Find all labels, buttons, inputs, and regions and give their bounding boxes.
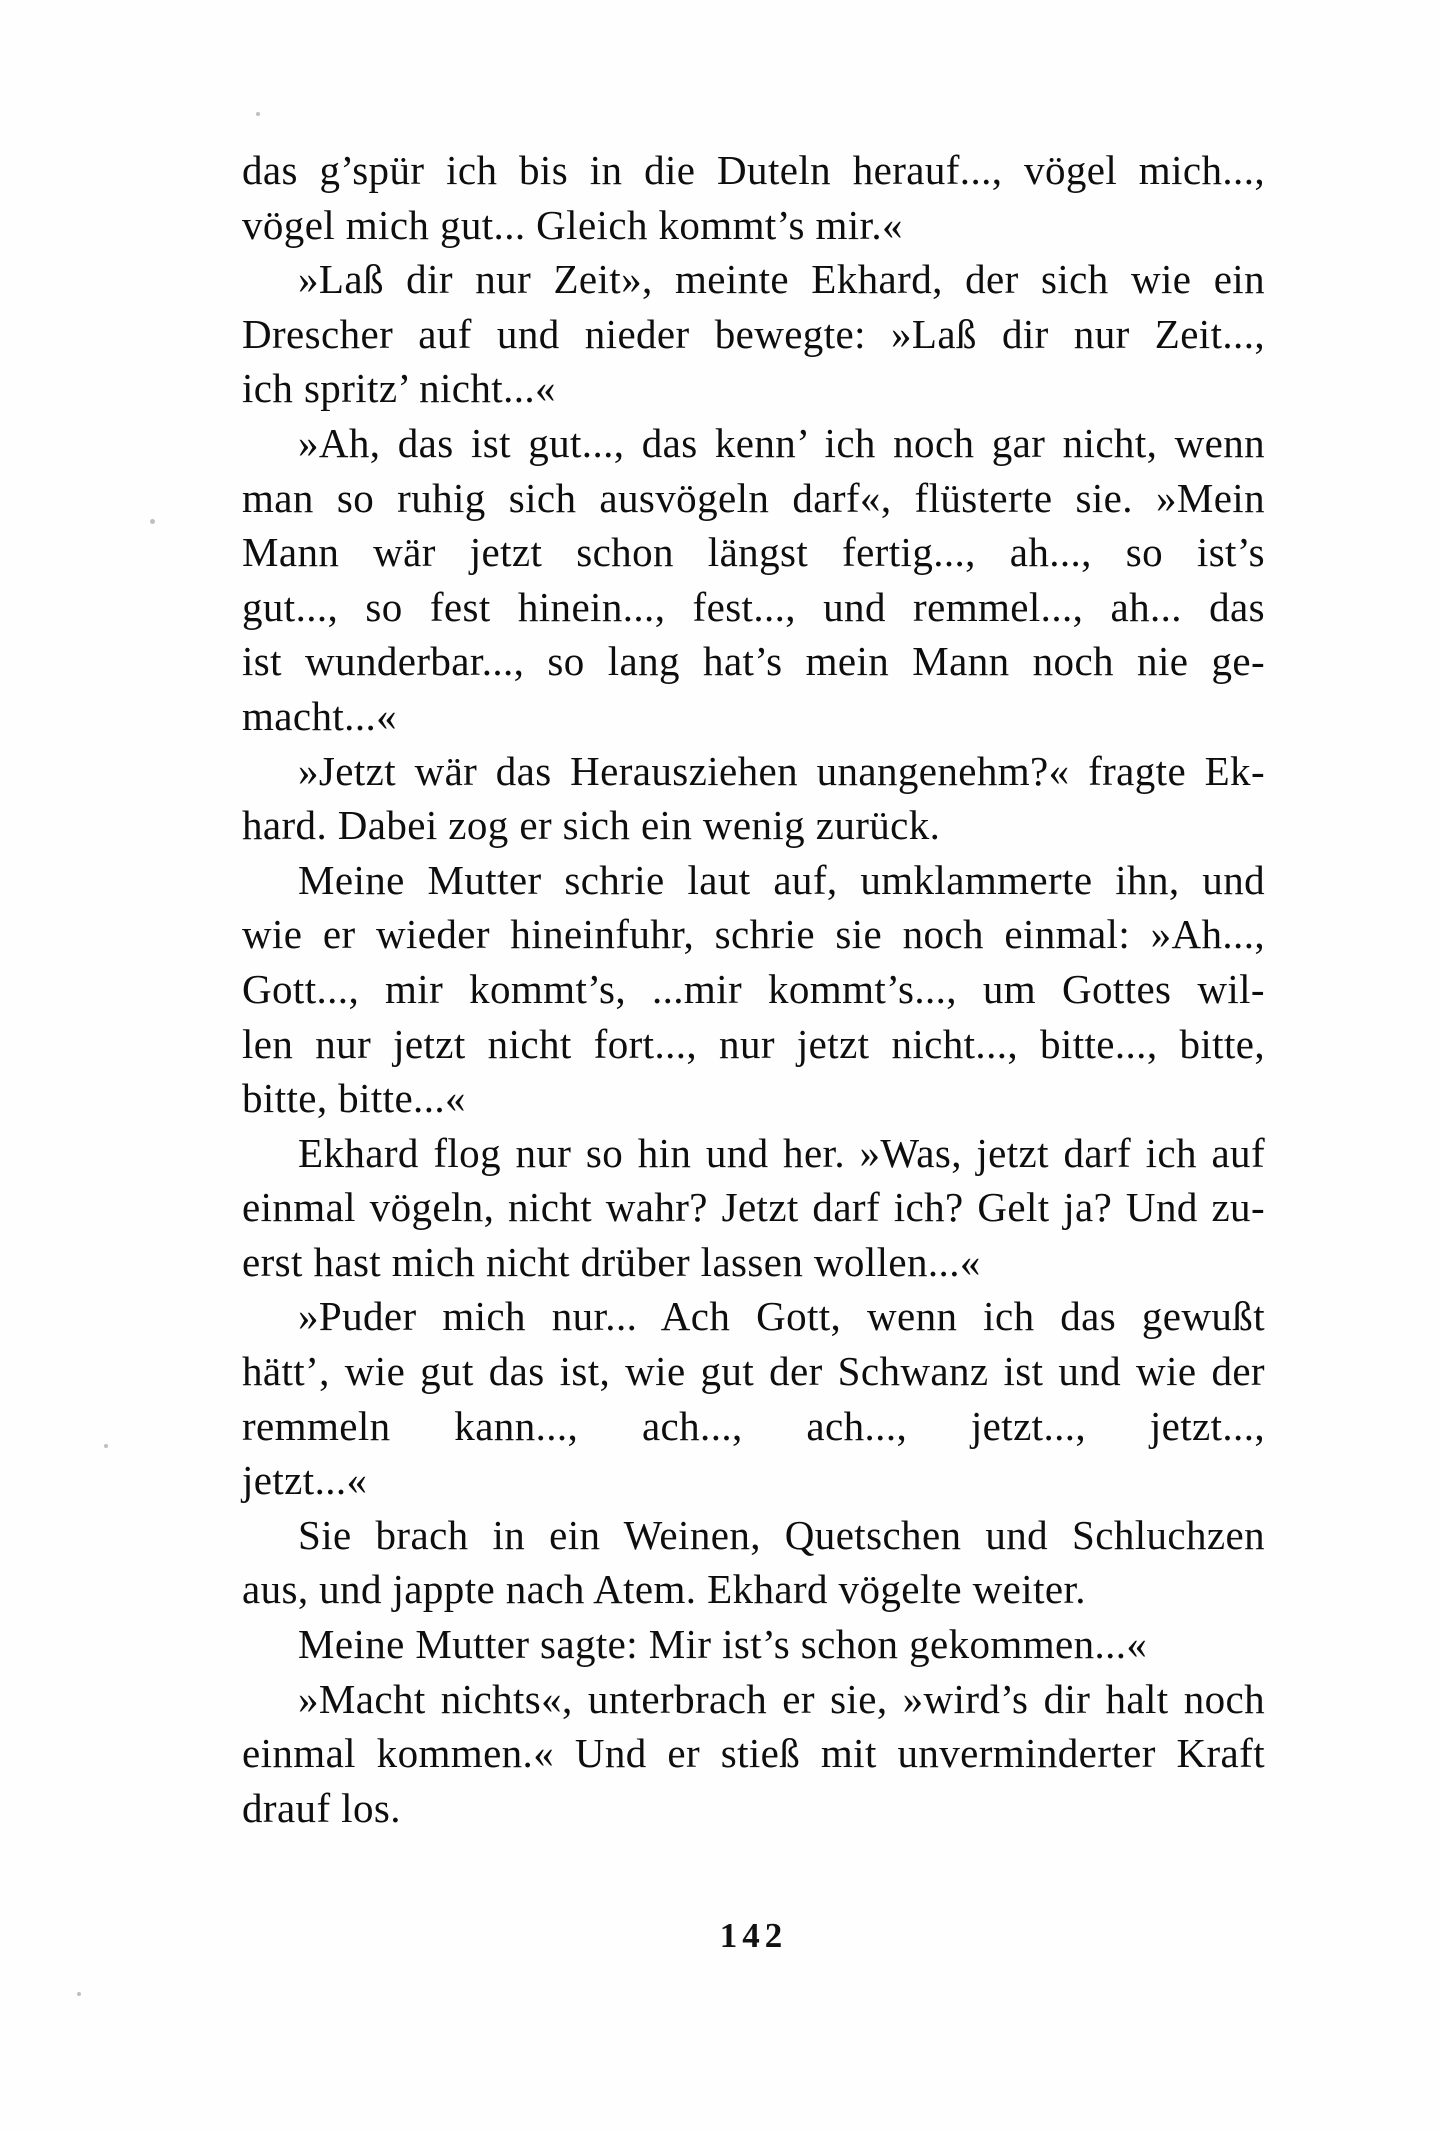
text-line: bitte, bitte...« [242, 1075, 466, 1122]
text-line: ich spritz’ nicht...« [242, 365, 556, 412]
text-line: Ekhard flog nur so hin und her. »Was, jetzt darf ich auf [298, 1129, 1265, 1176]
text-line: aus, und jappte nach Atem. Ekhard vögelte weiter. [242, 1566, 1086, 1613]
text-line: erst hast mich nicht drüber lassen wollen...« [242, 1238, 981, 1285]
text-line: Meine Mutter schrie laut auf, umklammerte ihn, und [298, 856, 1265, 903]
text-line: vögel mich gut... Gleich kommt’s mir.« [242, 201, 903, 248]
text-line: len nur jetzt nicht fort..., nur jetzt nicht..., bitte..., bitte, [242, 1020, 1265, 1067]
page-number: 142 [719, 1916, 788, 1955]
text-line: gut..., so fest hinein..., fest..., und remmel..., ah... das [242, 583, 1265, 630]
text-line: »Puder mich nur... Ach Gott, wenn ich das gewußt [298, 1293, 1265, 1340]
scan-speck [256, 112, 260, 116]
text-line: »Jetzt wär das Herausziehen unangenehm?« fragte Ek- [298, 747, 1265, 794]
text-block [242, 143, 1265, 1835]
text-line: man so ruhig sich ausvögeln darf«, flüsterte sie. »Mein [242, 474, 1265, 521]
text-line: macht...« [242, 692, 398, 739]
scan-speck [77, 1992, 81, 1996]
text-line: »Macht nichts«, unterbrach er sie, »wird’s dir halt noch [298, 1675, 1265, 1722]
text-line: Sie brach in ein Weinen, Quetschen und Schluchzen [298, 1511, 1265, 1558]
text-line: einmal kommen.« Und er stieß mit unverminderter Kraft [242, 1730, 1265, 1777]
text-line: Meine Mutter sagte: Mir ist’s schon gekommen...« [298, 1621, 1148, 1668]
text-line: Drescher auf und nieder bewegte: »Laß dir nur Zeit..., [242, 310, 1265, 357]
text-line: remmeln kann..., ach..., ach..., jetzt..., jetzt..., [242, 1402, 1265, 1449]
text-line: »Ah, das ist gut..., das kenn’ ich noch gar nicht, wenn [298, 419, 1265, 466]
text-line: drauf los. [242, 1784, 401, 1831]
text-line: jetzt...« [242, 1457, 368, 1504]
scan-speck [150, 519, 155, 524]
text-line: ist wunderbar..., so lang hat’s mein Mann noch nie ge- [242, 638, 1265, 685]
text-line: Mann wär jetzt schon längst fertig..., ah..., so ist’s [242, 529, 1265, 576]
text-line: wie er wieder hineinfuhr, schrie sie noch einmal: »Ah..., [242, 911, 1265, 958]
text-line: hätt’, wie gut das ist, wie gut der Schwanz ist und wie der [242, 1348, 1265, 1395]
text-line: »Laß dir nur Zeit», meinte Ekhard, der sich wie ein [298, 256, 1265, 303]
text-line: Gott..., mir kommt’s, ...mir kommt’s..., um Gottes wil- [242, 965, 1265, 1012]
text-line: hard. Dabei zog er sich ein wenig zurück. [242, 802, 941, 849]
text-line: das g’spür ich bis in die Duteln herauf..., vögel mich..., [242, 147, 1265, 193]
text-line: einmal vögeln, nicht wahr? Jetzt darf ich? Gelt ja? Und zu- [242, 1184, 1265, 1231]
scan-speck [104, 1444, 108, 1448]
